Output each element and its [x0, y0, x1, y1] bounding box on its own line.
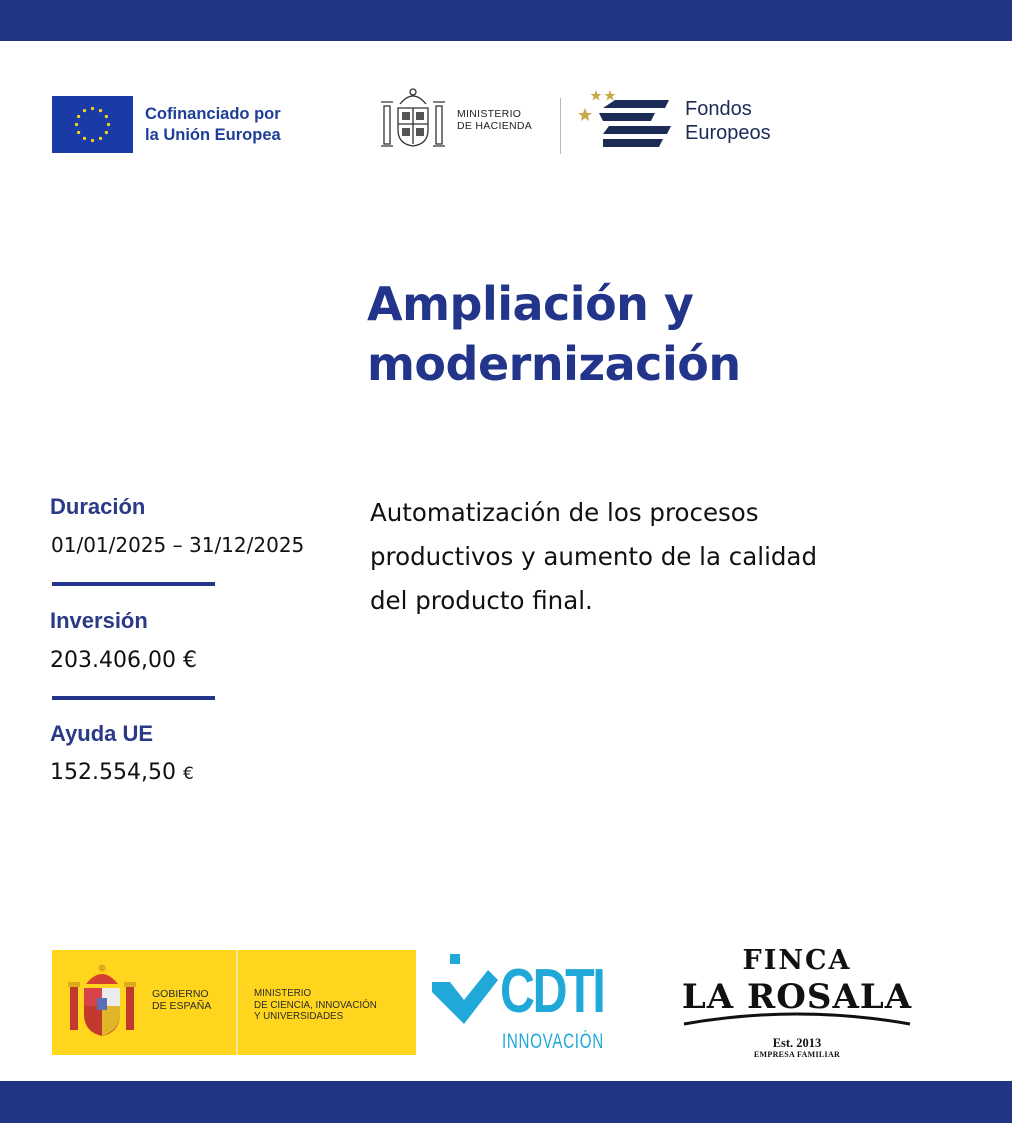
- spain-coat-of-arms-icon: [66, 962, 138, 1044]
- ministerio-ciencia-text: [254, 988, 377, 1023]
- finca-line2: LA ROSALA: [681, 977, 913, 1017]
- hacienda-line2: DE HACIENDA: [457, 120, 533, 132]
- eu-cofinanced-text: [145, 104, 281, 146]
- eu-text-line1: Cofinanciado por: [145, 104, 281, 123]
- eu-text-line2: la Unión Europea: [145, 125, 281, 144]
- aid-currency: €: [182, 764, 194, 784]
- duration-value: 01/01/2025 – 31/12/2025: [51, 533, 305, 557]
- eu-cofinanced-logo: [52, 96, 281, 153]
- investment-label: Inversión: [50, 608, 148, 633]
- hacienda-text: [457, 108, 532, 132]
- project-title: [367, 274, 741, 394]
- duration-label: Duración: [50, 494, 146, 519]
- detail-divider: [52, 696, 215, 700]
- fondos-line1: Fondos: [685, 98, 752, 120]
- gob-line2: DE ESPAÑA: [152, 1000, 212, 1012]
- finca-la-rosala-logo: [676, 944, 918, 1064]
- investment-value: 203.406,00 €: [50, 648, 197, 673]
- finca-arc-decoration: [682, 1010, 912, 1026]
- description-line2: productivos y aumento de la calidad: [370, 542, 817, 571]
- spain-coat-of-arms-icon: [378, 84, 448, 156]
- gobierno-text: [152, 988, 211, 1012]
- bottom-band: [0, 1081, 1012, 1123]
- gob-divider: [236, 950, 238, 1055]
- aid-value-row: [50, 760, 194, 785]
- min-line1: MINISTERIO: [254, 988, 312, 999]
- ministerio-hacienda-logo: [378, 84, 532, 156]
- fondos-europeos-logo: [579, 86, 771, 156]
- detail-divider: [52, 582, 215, 586]
- cdti-name: CDTI: [500, 957, 604, 1026]
- top-band: [0, 0, 1012, 41]
- fondos-europeos-icon: [579, 86, 675, 156]
- finca-tagline: EMPRESA FAMILIAR: [753, 1050, 841, 1059]
- hacienda-line1: MINISTERIO: [457, 108, 522, 120]
- fondos-line2: Europeos: [685, 122, 771, 144]
- aid-label: Ayuda UE: [50, 721, 154, 746]
- cdti-logo: [432, 952, 612, 1057]
- min-line3: Y UNIVERSIDADES: [254, 1011, 344, 1022]
- gob-line1: GOBIERNO: [152, 988, 209, 1000]
- finca-line1: FINCA: [742, 945, 852, 976]
- description-line3: del producto final.: [370, 586, 593, 615]
- cdti-check-icon: [432, 954, 498, 1024]
- project-description: [370, 491, 950, 623]
- aid-value: 152.554,50: [50, 760, 176, 785]
- fondos-text: [685, 97, 771, 145]
- gobierno-espana-logo: [52, 950, 416, 1055]
- header-divider: [560, 98, 561, 154]
- min-line2: DE CIENCIA, INNOVACIÓN: [254, 999, 377, 1011]
- finca-established: Est. 2013: [772, 1036, 822, 1050]
- cdti-subtitle: INNOVACIÓN: [502, 1030, 604, 1053]
- description-line1: Automatización de los procesos: [370, 498, 759, 527]
- title-line1: Ampliación y: [367, 277, 694, 331]
- title-line2: modernización: [367, 337, 741, 391]
- eu-flag-icon: [52, 96, 133, 153]
